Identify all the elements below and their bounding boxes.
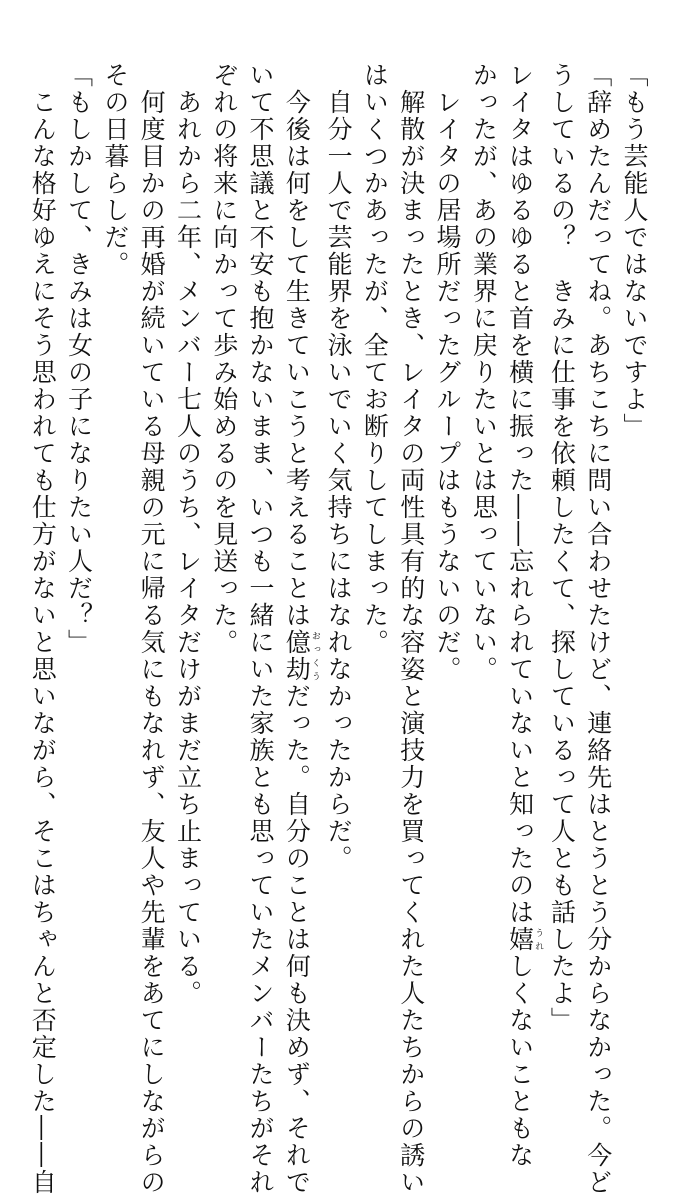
text-line-10-tail: だった。自分のことは何も決めず、それで	[282, 683, 312, 1196]
text-line-17: こんな格好ゆえにそう思われても仕方がないと思いながら、そこはちゃんと否定した――自	[28, 62, 58, 1196]
text-line-10	[278, 62, 320, 1196]
text-line-13: あれから二年、メンバー七人のうち、レイタだけがまだ立ち止まっている。	[173, 62, 203, 1007]
ruby-base: 嬉	[505, 926, 535, 953]
text-line-14: 何度目かの再婚が続いている母親の元に帰る気にもなれず、友人や先輩をあてにしながらの	[137, 62, 167, 1196]
ruby-reading: おっくう	[309, 629, 320, 683]
text-line-16: 「もしかして、きみは女の子になりたい人だ？」	[64, 62, 94, 656]
text-line-11: いて不思議と不安も抱かないまま、いつも一緒にいた家族とも思っていたメンバーたちがそれ	[246, 62, 276, 1196]
text-line-12: ぞれの将来に向かって歩み始めるのを見送った。	[209, 62, 239, 656]
ruby-reading: うれ	[533, 926, 544, 953]
text-line-6: レイタの居場所だったグループはもうないのだ。	[433, 62, 463, 683]
text-line-7: 解散が決まったとき、レイタの両性具有的な容姿と演技力を買ってくれた人たちからの誘い	[396, 62, 426, 1196]
text-line-4	[501, 62, 544, 1169]
ruby-ureshii	[505, 926, 544, 953]
text-line-3: うしているの？ きみに仕事を依頼したくて、探しているって人とも話したよ」	[547, 62, 577, 1034]
text-line-2: 「辞めたんだってね。あちこちに問い合わせたけど、連絡先はとうとう分からなかった。今ど	[583, 62, 613, 1196]
text-line-10-head: 今後は何をして生きていこうと考えることは	[282, 62, 312, 629]
text-line-5: かったが、あの業界に戻りたいとは思っていない。	[469, 62, 499, 683]
text-line-1: 「もう芸能人ではないですよ」	[620, 62, 649, 440]
text-line-8: はいくつかあったが、全てお断りしてしまった。	[360, 62, 390, 656]
text-line-4-tail: しくないこともな	[505, 953, 535, 1169]
ruby-base: 億劫	[282, 629, 312, 683]
text-line-9: 自分一人で芸能界を泳いでいく気持ちにはなれなかったからだ。	[324, 62, 354, 872]
text-line-15: その日暮らしだ。	[100, 62, 130, 278]
ruby-okkuu	[282, 629, 320, 683]
text-line-4-head: レイタはゆるゆると首を横に振った――忘れられていないと知ったのは	[505, 62, 535, 926]
vertical-text-body	[28, 62, 652, 1196]
